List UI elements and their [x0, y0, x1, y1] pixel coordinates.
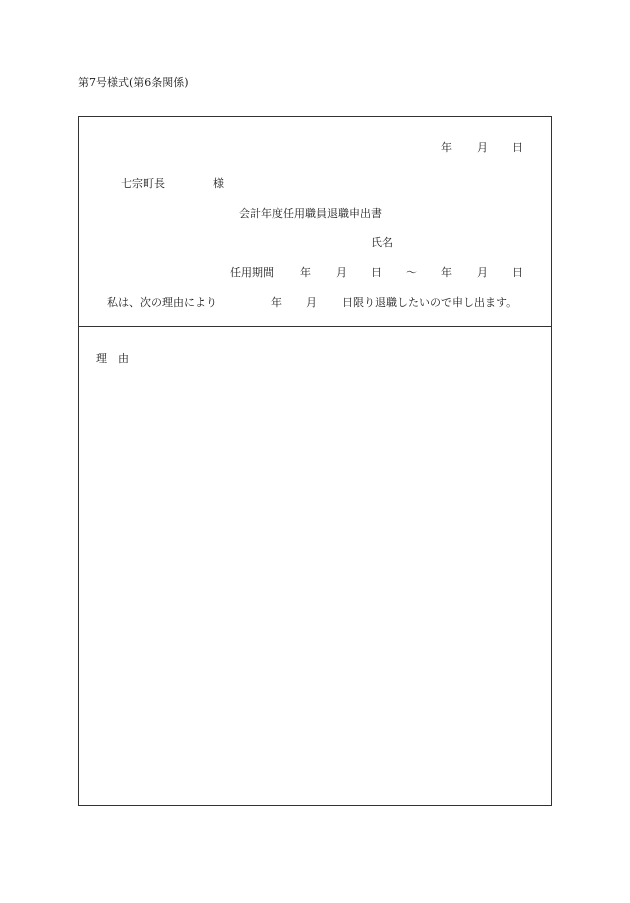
- addressee-honorific: 様: [213, 177, 224, 190]
- period-start-day: 日: [371, 266, 382, 279]
- reason-label: 理 由: [96, 352, 129, 365]
- period-tilde: ～: [406, 266, 417, 279]
- statement-month: 月: [306, 296, 317, 309]
- date-month-label: 月: [477, 141, 488, 154]
- period-end-year: 年: [441, 266, 452, 279]
- document-title: 会計年度任用職員退職申出書: [239, 207, 382, 220]
- statement-year: 年: [271, 296, 282, 309]
- period-start-month: 月: [336, 266, 347, 279]
- date-year-label: 年: [441, 141, 452, 154]
- statement-prefix: 私は、次の理由により: [107, 296, 217, 309]
- date-day-label: 日: [512, 141, 523, 154]
- form-divider: [78, 326, 552, 327]
- name-label: 氏名: [371, 236, 393, 249]
- period-end-month: 月: [477, 266, 488, 279]
- statement-suffix: 日限り退職したいので申し出ます。: [342, 296, 518, 309]
- period-end-day: 日: [512, 266, 523, 279]
- addressee-name: 七宗町長: [121, 177, 165, 190]
- form-number: 第7号様式(第6条関係): [78, 76, 189, 89]
- period-label: 任用期間: [230, 266, 274, 279]
- period-start-year: 年: [300, 266, 311, 279]
